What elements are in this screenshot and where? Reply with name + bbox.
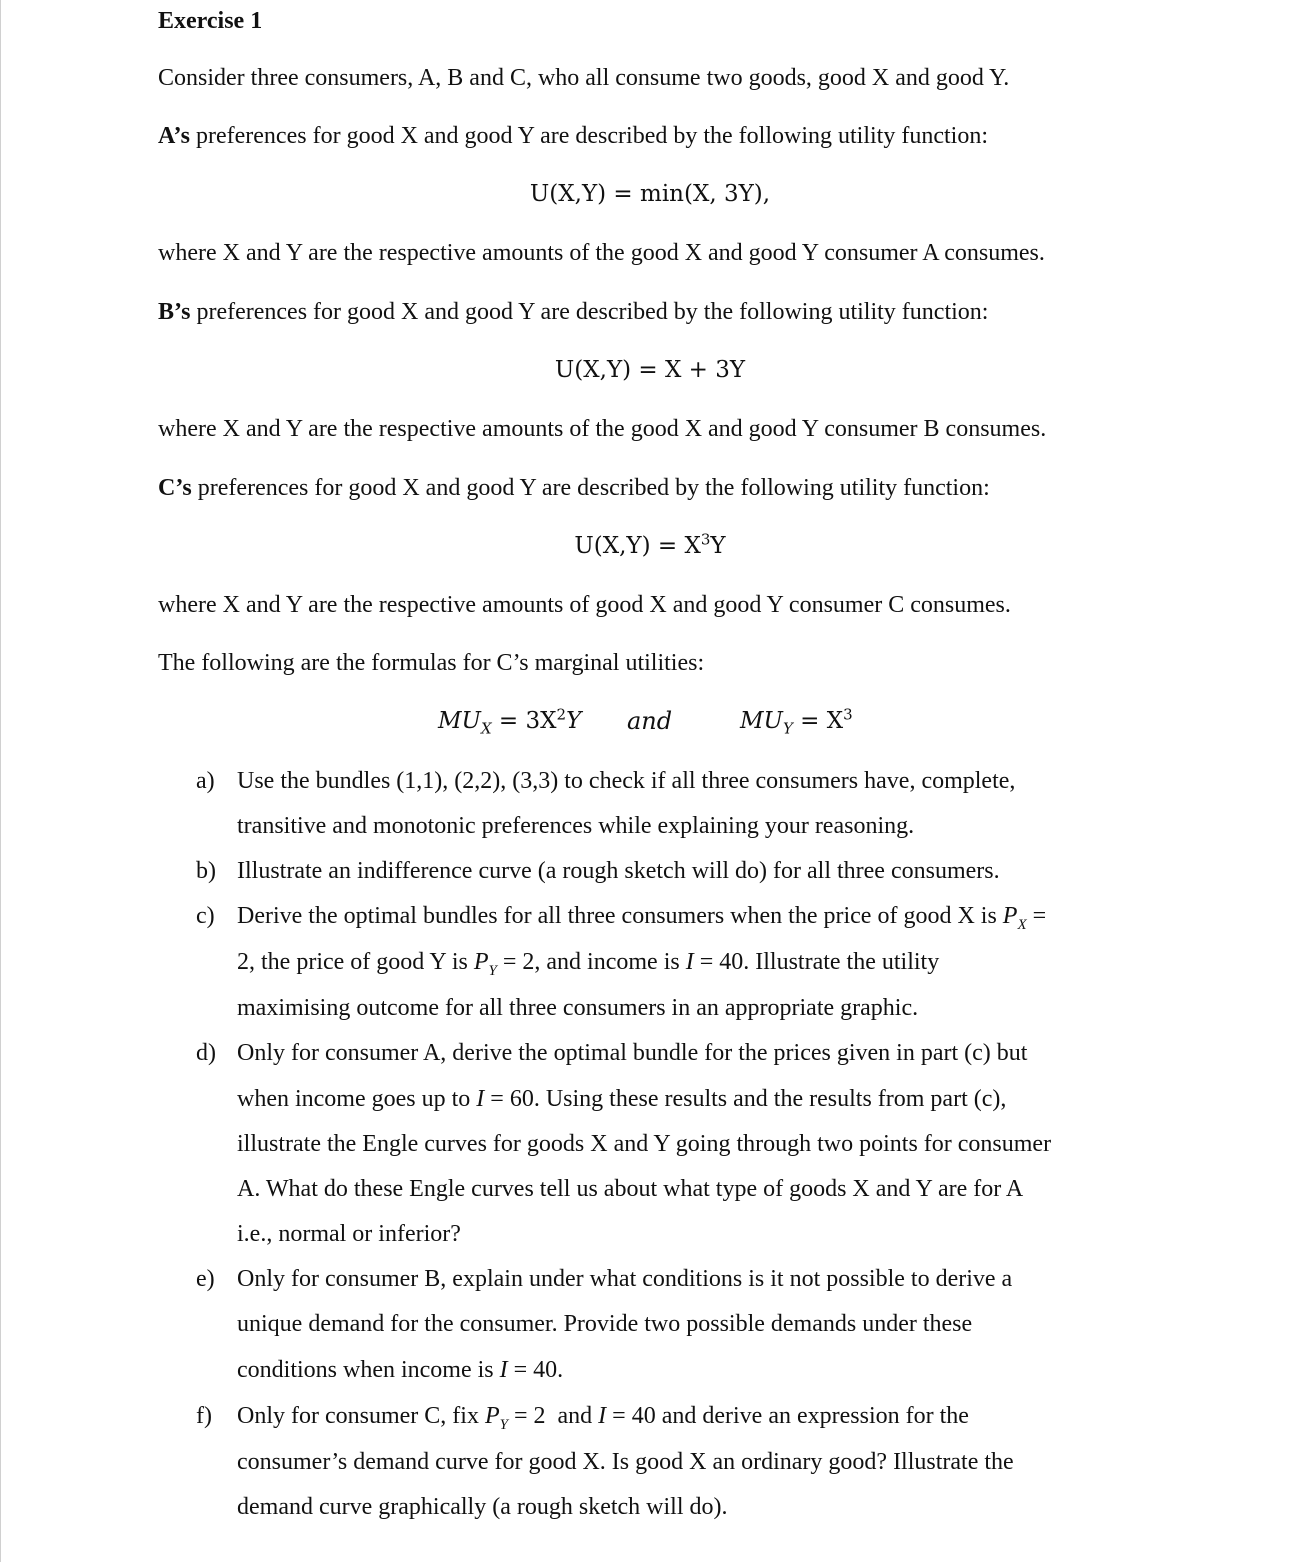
consumer-c-utility-function <box>0 531 1300 561</box>
consumer-b-where: where X and Y are the respective amounts of the good X and good Y consumer B consumes. <box>158 416 1047 442</box>
question-c-px: P <box>1002 903 1018 929</box>
muy-equals: = X <box>792 708 844 734</box>
exercise-title: Exercise 1 <box>158 8 263 34</box>
question-c-px-equals: = <box>1026 903 1047 929</box>
consumer-a-preferences <box>158 121 988 151</box>
intro-paragraph: Consider three consumers, A, B and C, who all consume two goods, good X and good Y. <box>158 65 1010 91</box>
consumer-c-preferences <box>158 473 990 503</box>
muy-label: MU <box>740 708 783 734</box>
question-c-line-1-text: Derive the optimal bundles for all three consumers when the price of good X is <box>237 903 1003 929</box>
question-d-label: d) <box>196 1040 216 1066</box>
question-c-line-2-a: 2, the price of good Y is <box>237 949 474 975</box>
question-d-line-2-b: = 60. Using these results and the results from part (c), <box>484 1086 1007 1112</box>
question-e-line-3-b: = 40. <box>507 1357 564 1383</box>
question-e-line-3 <box>237 1355 563 1385</box>
consumer-c-preferences-text: preferences for good X and good Y are described by the following utility function: <box>191 475 990 501</box>
question-f-line-2: consumer’s demand curve for good X. Is good X an ordinary good? Illustrate the <box>237 1449 1014 1475</box>
question-c-px-sub: X <box>1017 916 1027 933</box>
mux-exponent: 2 <box>556 705 567 724</box>
question-f-label: f) <box>196 1403 212 1429</box>
consumer-a-where: where X and Y are the respective amounts of the good X and good Y consumer A consumes. <box>158 240 1045 266</box>
question-d-line-2 <box>237 1084 1006 1114</box>
consumer-a-name: A’s <box>158 123 190 149</box>
question-f-line-1 <box>237 1401 969 1431</box>
consumer-c-utility-base: U(X,Y) = X <box>574 533 701 559</box>
question-d-line-5: i.e., normal or inferior? <box>237 1221 461 1247</box>
mux-tail: Y <box>566 708 582 734</box>
consumer-c-where: where X and Y are the respective amounts of good X and good Y consumer C consumes. <box>158 592 1011 618</box>
marginal-utilities-intro: The following are the formulas for C’s marginal utilities: <box>158 650 705 676</box>
consumer-a-preferences-text: preferences for good X and good Y are described by the following utility function: <box>190 123 988 149</box>
question-d-line-4: A. What do these Engle curves tell us about what type of goods X and Y are for A <box>237 1176 1024 1202</box>
question-d-income: I <box>476 1086 485 1112</box>
question-e-line-1: Only for consumer B, explain under what conditions is it not possible to derive a <box>237 1266 1013 1292</box>
question-d-line-1: Only for consumer A, derive the optimal bundle for the prices given in part (c) but <box>237 1040 1028 1066</box>
question-c-line-3: maximising outcome for all three consumers in an appropriate graphic. <box>237 995 919 1021</box>
question-e-line-2: unique demand for the consumer. Provide two possible demands under these <box>237 1311 973 1337</box>
consumer-c-utility-tail: Y <box>710 533 726 559</box>
consumer-b-name: B’s <box>158 299 191 325</box>
consumer-b-utility-function: U(X,Y) = X + 3Y <box>554 357 746 383</box>
question-c-label: c) <box>196 903 215 929</box>
question-f-py: P <box>484 1403 500 1429</box>
question-f-income: I <box>598 1403 607 1429</box>
question-b-line-1: Illustrate an indifference curve (a rough sketch will do) for all three consumers. <box>237 858 1000 884</box>
mux-label: MU <box>438 708 481 734</box>
muy-exponent: 3 <box>843 705 853 724</box>
question-f-py-sub: Y <box>499 1416 508 1433</box>
marginal-utility-y <box>740 706 853 736</box>
question-d-line-2-a: when income goes up to <box>237 1086 477 1112</box>
mux-equals: = 3X <box>491 708 557 734</box>
question-e-label: e) <box>196 1266 215 1292</box>
question-c-income: I <box>685 949 694 975</box>
question-c-line-2-c: = 40. Illustrate the utility <box>693 949 940 975</box>
question-c-line-2-b: = 2, and income is <box>496 949 686 975</box>
marginal-utility-x <box>438 706 581 736</box>
page-edge-line <box>0 0 1 1562</box>
question-b-label: b) <box>196 858 216 884</box>
and-connector: and <box>627 707 673 735</box>
question-f-line-1-c: = 40 and derive an expression for the <box>606 1403 969 1429</box>
question-f-line-1-a: Only for consumer C, fix <box>237 1403 485 1429</box>
question-a-line-1: Use the bundles (1,1), (2,2), (3,3) to check if all three consumers have, complete, <box>237 768 1016 794</box>
consumer-b-preferences-text: preferences for good X and good Y are described by the following utility function: <box>190 299 989 325</box>
question-a-line-2: transitive and monotonic preferences while explaining your reasoning. <box>237 813 915 839</box>
question-c-py: P <box>473 949 489 975</box>
question-e-income: I <box>499 1357 508 1383</box>
question-c-line-2 <box>237 947 939 977</box>
question-d-line-3: illustrate the Engle curves for goods X and Y going through two points for consumer <box>237 1131 1052 1157</box>
question-f-line-1-b: = 2 and <box>507 1403 599 1429</box>
consumer-a-utility-function: U(X,Y) = min(X, 3Y), <box>529 181 771 207</box>
question-c-py-sub: Y <box>488 962 497 979</box>
consumer-c-utility-exponent: 3 <box>700 530 711 549</box>
mux-subscript: X <box>480 719 492 738</box>
muy-subscript: Y <box>782 719 793 738</box>
question-c-line-1 <box>237 901 1046 931</box>
consumer-c-name: C’s <box>158 475 192 501</box>
question-f-line-3: demand curve graphically (a rough sketch will do). <box>237 1494 728 1520</box>
consumer-b-preferences <box>158 297 988 327</box>
question-e-line-3-a: conditions when income is <box>237 1357 500 1383</box>
question-a-label: a) <box>196 768 215 794</box>
